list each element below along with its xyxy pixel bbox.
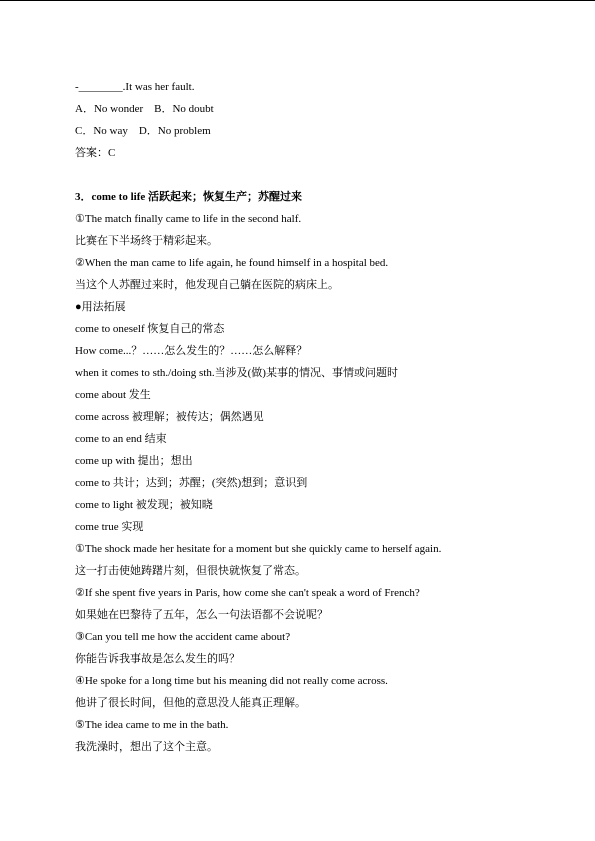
phrase-entry: when it comes to sth./doing sth.当涉及(做)某事的情况、事情或问题时	[75, 367, 398, 379]
answer-line: 答案：C	[75, 147, 116, 159]
phrase-entry: come to oneself 恢复自己的常态	[75, 323, 225, 335]
blank-line	[75, 164, 575, 186]
example-sentence: ①The shock made her hesitate for a moment but she quickly came to herself again.	[75, 543, 442, 555]
phrase-entry: come across 被理解；被传达；偶然遇见	[75, 411, 264, 423]
translation-line: 你能告诉我事故是怎么发生的吗？	[75, 653, 240, 665]
example-sentence: ③Can you tell me how the accident came about?	[75, 631, 291, 643]
translation-line: 如果她在巴黎待了五年，怎么一句法语都不会说呢？	[75, 609, 328, 621]
question-block	[75, 76, 575, 164]
usage-extension-heading: ●用法拓展	[75, 301, 126, 313]
example-sentence: ②If she spent five years in Paris, how come she can't speak a word of French?	[75, 587, 420, 599]
document-body	[75, 76, 575, 758]
question-line: -________.It was her fault.	[75, 81, 195, 93]
option-line: A．No wonder B．No doubt	[75, 103, 214, 115]
section-3	[75, 186, 575, 758]
translation-line: 他讲了很长时间，但他的意思没人能真正理解。	[75, 697, 306, 709]
example-sentence: ①The match finally came to life in the second half.	[75, 213, 302, 225]
option-line: C．No way D．No problem	[75, 125, 211, 137]
translation-line: 比赛在下半场终于精彩起来。	[75, 235, 218, 247]
phrase-entry: come true 实现	[75, 521, 144, 533]
phrase-entry: come to light 被发现；被知晓	[75, 499, 213, 511]
translation-line: 当这个人苏醒过来时，他发现自己躺在医院的病床上。	[75, 279, 339, 291]
translation-line: 我洗澡时，想出了这个主意。	[75, 741, 218, 753]
phrase-entry: come up with 提出；想出	[75, 455, 193, 467]
phrase-entry: come to an end 结束	[75, 433, 167, 445]
example-sentence: ④He spoke for a long time but his meaning did not really come across.	[75, 675, 388, 687]
top-border-line	[0, 0, 595, 1]
example-sentence: ②When the man came to life again, he found himself in a hospital bed.	[75, 257, 389, 269]
translation-line: 这一打击使她踌躇片刻，但很快就恢复了常态。	[75, 565, 306, 577]
phrase-entry: How come...？……怎么发生的？……怎么解释？	[75, 345, 308, 357]
phrase-entry: come about 发生	[75, 389, 151, 401]
phrase-entry: come to 共计；达到；苏醒；(突然)想到；意识到	[75, 477, 308, 489]
example-sentence: ⑤The idea came to me in the bath.	[75, 719, 229, 731]
section-heading: 3．come to life 活跃起来；恢复生产；苏醒过来	[75, 191, 302, 203]
